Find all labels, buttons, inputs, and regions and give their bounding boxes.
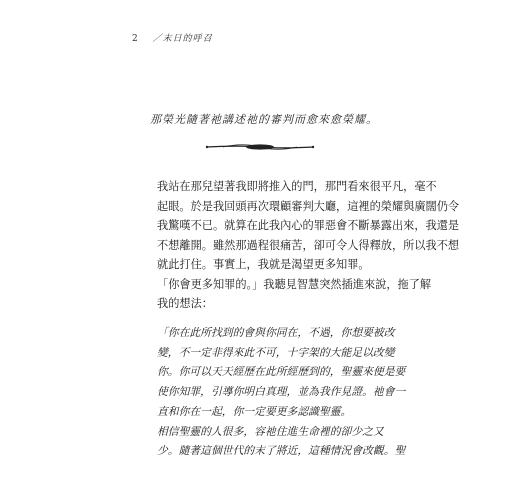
quote-line: 相信聖靈的人很多，容祂住進生命裡的卻少之又	[157, 424, 384, 438]
quote-block	[157, 323, 406, 461]
running-title: ／末日的呼召	[152, 34, 213, 44]
quote-line: 直和你在一起，你一定要更多認識聖靈。	[157, 404, 352, 418]
quote-line: 少。隨著這個世代的末了將近，這種情況會改觀。聖	[157, 444, 406, 458]
text-line: 起眼。於是我回頭再次環顧審判大廳，這裡的榮耀與廣闊仍令	[157, 199, 460, 213]
page-number: 2	[132, 34, 139, 44]
text-line: 我站在那兒望著我即將推入的門，那門看來很平凡，毫不	[157, 180, 437, 193]
chapter-epigraph: 那榮光隨著祂講述祂的審判而愈來愈榮耀。	[150, 113, 378, 126]
text-line: 不想離開。雖然那過程很痛苦，卻可令人得釋放，所以我不想	[157, 238, 460, 252]
divider-flourish-icon	[205, 139, 315, 155]
quote-line: 變，不一定非得來此不可，十字架的大能足以改變	[157, 345, 395, 359]
running-header	[132, 31, 213, 44]
text-line: 就此打住。事實上，我就是渴望更多知罪。	[157, 258, 370, 271]
paragraph	[157, 275, 432, 314]
text-line: 「你會更多知罪的。」我聽見智慧突然插進來說，拖了解	[157, 277, 432, 291]
quote-line: 「你在此所找到的會與你同在，不過，你想要被改	[157, 326, 395, 339]
quote-line: 你。你可以天天經歷在此所經歷到的，聖靈來便是要	[157, 365, 406, 379]
paragraph	[157, 177, 460, 275]
body-text	[157, 177, 460, 314]
quote-line: 使你知罪，引導你明白真理，並為我作見證。祂會一	[157, 385, 406, 399]
text-line: 我的想法：	[157, 297, 213, 310]
text-line: 我驚嘆不已。就算在此我內心的罪惡會不斷暴露出來，我還是	[157, 219, 460, 232]
